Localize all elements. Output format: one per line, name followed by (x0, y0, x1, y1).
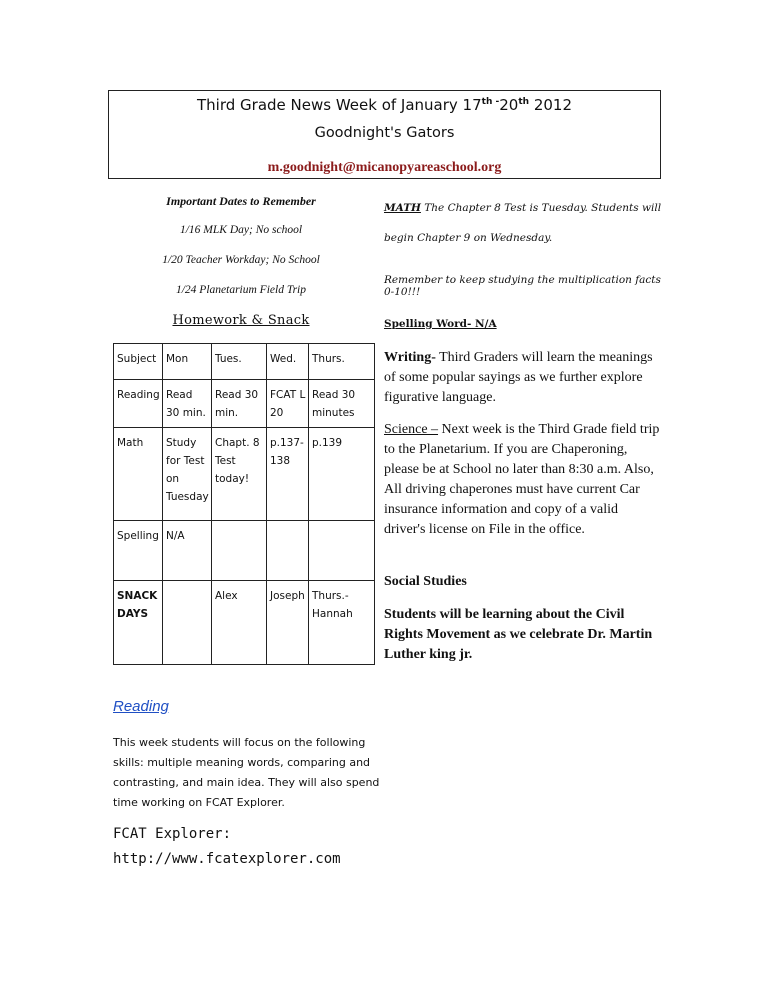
science-section: Science – Next week is the Third Grade field trip to the Planetarium. If you are Chaperoning, please be at School no later than 8:30 a.m. Also, All driving chaperones must have current Car insurance information and copy of a valid driver's license on File in the office. (384, 422, 660, 537)
date-item: 1/20 Teacher Workday; No School (162, 254, 320, 266)
reading-body: This week students will focus on the following skills: multiple meaning words, comparing and contrasting, and main idea. They will also spend time working on FCAT Explorer. (113, 736, 380, 809)
table-cell: SNACK DAYS (114, 581, 163, 665)
writing-section: Writing- Third Graders will learn the meanings of some popular sayings as we further explore figurative language. (384, 350, 653, 405)
table-cell: Thurs.- Hannah (309, 581, 375, 665)
table-cell: Read 30 min. (212, 380, 267, 428)
math-text-line2: begin Chapter 9 on Wednesday. (384, 232, 553, 244)
spelling-title: Spelling Word- N/A (384, 318, 497, 330)
table-cell: Mon (163, 344, 212, 380)
teacher-email[interactable]: m.goodnight@micanopyareaschool.org (267, 160, 502, 175)
table-cell: FCAT L 20 (267, 380, 309, 428)
math-section: MATH The Chapter 8 Test is Tuesday. Students will (384, 202, 662, 214)
table-cell: Read 30 minutes (309, 380, 375, 428)
table-cell: Math (114, 428, 163, 521)
table-cell: Wed. (267, 344, 309, 380)
table-cell: N/A (163, 521, 212, 581)
table-cell: Subject (114, 344, 163, 380)
table-cell: Alex (212, 581, 267, 665)
table-cell: Joseph (267, 581, 309, 665)
fcat-url[interactable]: http://www.fcatexplorer.com (113, 851, 341, 867)
table-row (114, 581, 375, 665)
page-title: Third Grade News Week of January $17^{th -}20th$ 2012 (197, 96, 572, 114)
table-cell: Read 30 min. (163, 380, 212, 428)
table-row (114, 380, 375, 428)
fcat-label: FCAT Explorer: (113, 826, 232, 842)
homework-table (113, 343, 375, 665)
math-reminder: Remember to keep studying the multiplication facts 0-10!!! (384, 274, 661, 298)
social-studies-title: Social Studies (384, 574, 467, 589)
date-item: 1/24 Planetarium Field Trip (175, 284, 306, 296)
title-superscript-2: th (518, 97, 530, 107)
social-studies-text: Students will be learning about the Civil Rights Movement as we celebrate Dr. Martin Luther king jr. (384, 607, 653, 662)
table-row (114, 344, 375, 380)
title-superscript-1: th - (481, 97, 500, 107)
table-cell (163, 581, 212, 665)
table-cell: Chapt. 8 Test today! (212, 428, 267, 521)
table-cell (212, 521, 267, 581)
table-cell: Reading (114, 380, 163, 428)
class-name: Goodnight's Gators (314, 125, 455, 141)
table-row (114, 428, 375, 521)
writing-label: Writing- (384, 350, 436, 365)
table-cell: Spelling (114, 521, 163, 581)
date-item: 1/16 MLK Day; No school (179, 224, 303, 236)
table-cell: p.139 (309, 428, 375, 521)
table-cell (267, 521, 309, 581)
table-cell (309, 521, 375, 581)
math-label: MATH (384, 202, 421, 214)
table-cell: Tues. (212, 344, 267, 380)
table-cell: p.137-138 (267, 428, 309, 521)
important-dates-title: Important Dates to Remember (166, 194, 316, 208)
table-cell: Thurs. (309, 344, 375, 380)
table-cell: Study for Test on Tuesday (163, 428, 212, 521)
science-label: Science – (384, 422, 439, 437)
reading-title: Reading (113, 698, 169, 715)
table-row (114, 521, 375, 581)
homework-snack-title: Homework & Snack (172, 313, 310, 328)
